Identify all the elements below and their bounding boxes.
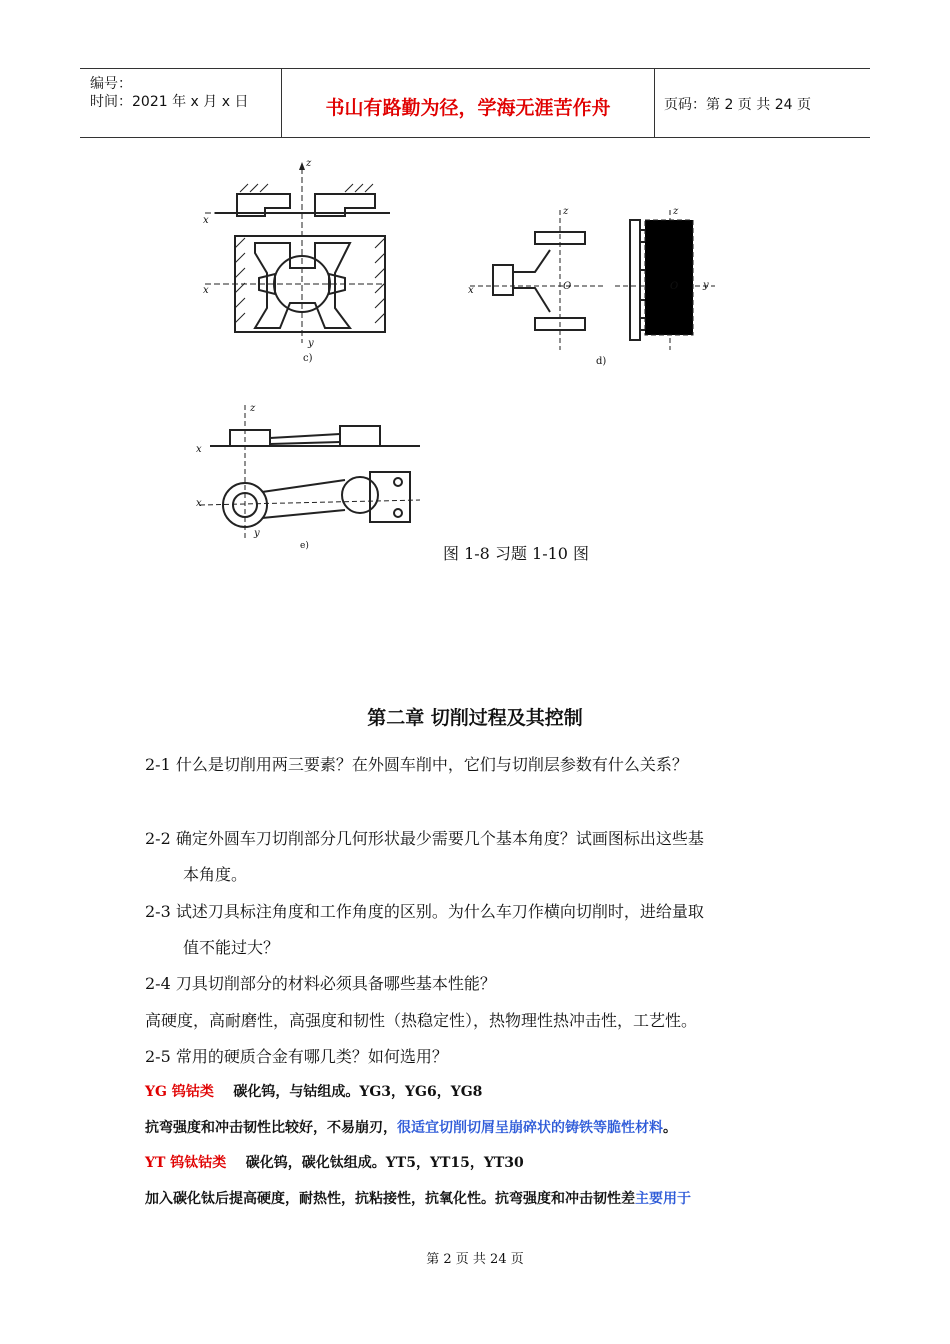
figure-d-label-o1: O: [563, 281, 572, 292]
header-meta-cell: [80, 69, 282, 137]
question-2-2-line1: 2-2 确定外圆车刀切削部分几何形状最少需要几个基本角度？试画图标出这些基: [145, 829, 704, 848]
yg-line: [145, 1081, 482, 1101]
figure-c-drawing: [195, 158, 395, 368]
figure-c-sublabel: c): [303, 353, 313, 364]
figure-d-label-x: x: [468, 285, 474, 296]
yt-desc: 碳化钨，碳化钛组成。YT5，YT15，YT30: [245, 1155, 524, 1171]
yt-label: YT 钨钛钴类: [145, 1155, 227, 1171]
figure-caption: 图 1-8 习题 1-10 图: [443, 544, 590, 563]
serial-label: 编号：: [90, 76, 132, 92]
time-label: 时间：2021 年 x 月 x 日: [90, 94, 249, 110]
figure-d-drawing: [465, 200, 725, 360]
figure-e-label-x1: x: [196, 444, 202, 455]
figure-e-sublabel: e): [300, 541, 309, 551]
page-header: [80, 68, 870, 138]
figure-d-sublabel: d): [596, 356, 607, 367]
chapter-title: 第二章 切削过程及其控制: [367, 707, 583, 729]
header-motto-cell: [282, 69, 655, 137]
figure-c-label-y: y: [308, 338, 314, 349]
yt-property: 加入碳化钛后提高硬度，耐热性，抗粘接性，抗氧化性。抗弯强度和冲击韧性差: [145, 1191, 635, 1207]
figure-e-label-y: y: [254, 528, 260, 539]
question-2-4: 2-4 刀具切削部分的材料必须具备哪些基本性能？: [145, 974, 496, 993]
yg-property: 抗弯强度和冲击韧性比较好，不易崩刃，: [145, 1120, 397, 1136]
z-axis-arrow-icon: [299, 162, 305, 170]
figure-c-label-x2: x: [203, 285, 209, 296]
figure-e-drawing: [190, 400, 430, 545]
yt-usage: 主要用于: [635, 1191, 691, 1207]
figure-e-label-z: z: [250, 403, 256, 414]
page-info: 页码：第 2 页 共 24 页: [664, 97, 811, 113]
question-2-3-line1: 2-3 试述刀具标注角度和工作角度的区别。为什么车刀作横向切削时，进给量取: [145, 902, 704, 921]
figure-e-label-x2: x: [196, 498, 202, 509]
answer-2-4: 高硬度，高耐磨性，高强度和韧性（热稳定性），热物理性热冲击性，工艺性。: [145, 1011, 698, 1030]
question-2-5: 2-5 常用的硬质合金有哪几类？如何选用？: [145, 1047, 448, 1066]
yt-line: [145, 1152, 524, 1172]
figure-c-label-x1: x: [203, 215, 209, 226]
yg-label: YG 钨钴类: [145, 1084, 214, 1100]
yg-property-line: [145, 1117, 677, 1137]
motto: 书山有路勤为径，学海无涯苦作舟: [325, 97, 611, 119]
page-footer: 第 2 页 共 24 页: [426, 1252, 524, 1267]
figure-d-label-z1: z: [563, 206, 569, 217]
yt-property-line: [145, 1188, 691, 1208]
question-2-3-line2: 值不能过大？: [183, 938, 280, 957]
yg-end: 。: [663, 1120, 677, 1136]
yg-usage: 很适宜切削切屑呈崩碎状的铸铁等脆性材料: [397, 1120, 663, 1136]
figure-d-label-y: y: [703, 280, 709, 291]
question-2-1: 2-1 什么是切削用两三要素？在外圆车削中，它们与切削层参数有什么关系？: [145, 755, 688, 774]
figure-d-label-o2: O: [670, 281, 679, 292]
yg-desc: 碳化钨，与钴组成。YG3，YG6，YG8: [233, 1084, 483, 1100]
question-2-2-line2: 本角度。: [183, 865, 248, 884]
header-page-cell: [655, 69, 870, 137]
figure-c-label-z: z: [306, 158, 312, 169]
figure-d-label-z2: z: [673, 206, 679, 217]
